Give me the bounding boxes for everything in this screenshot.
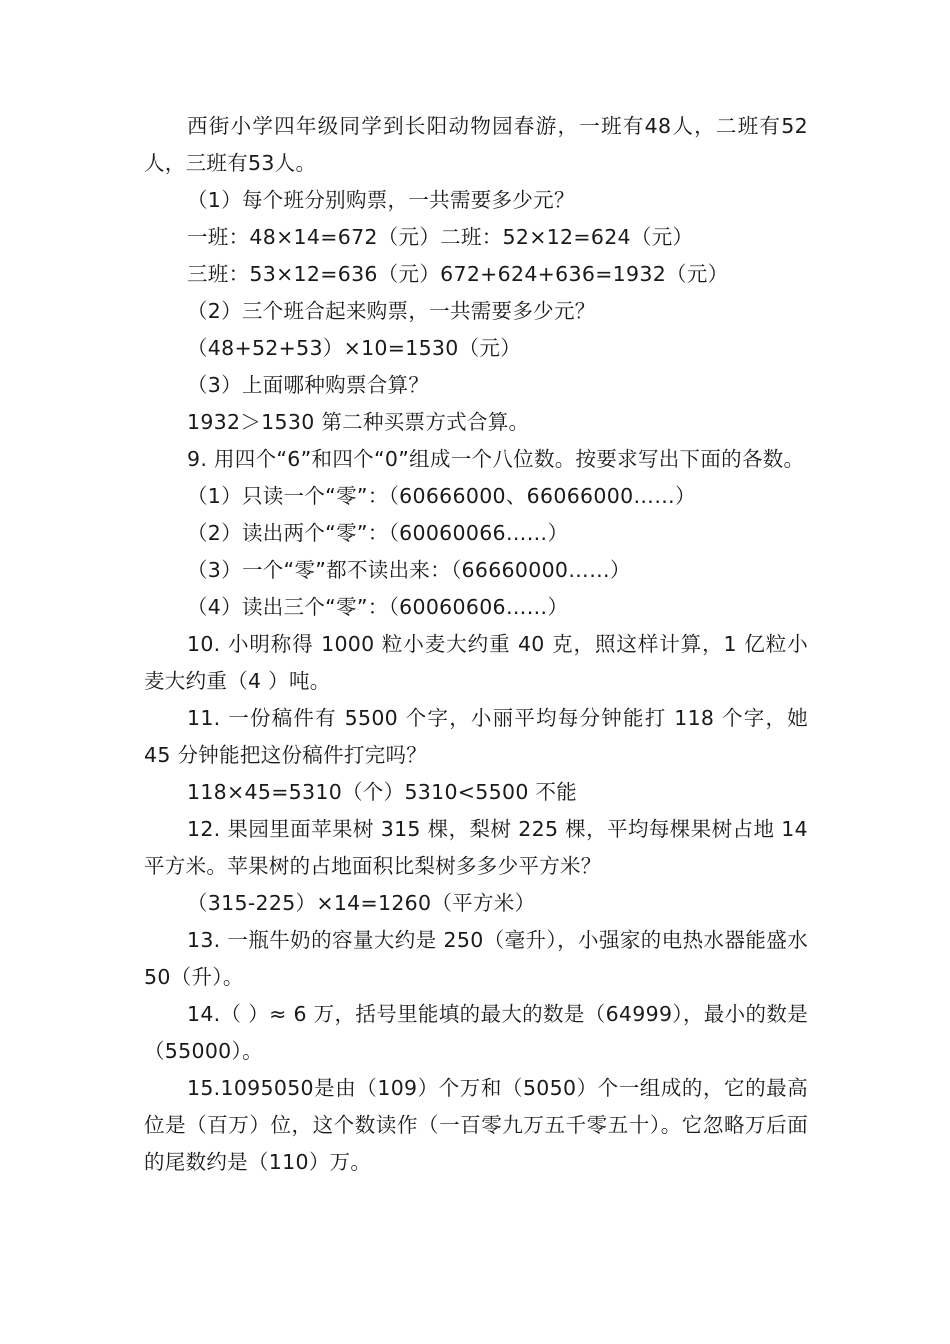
paragraph-q2: （2）三个班合起来购票，一共需要多少元？	[187, 299, 596, 323]
paragraph-q2-answer: （48+52+53）×10=1530（元）	[187, 336, 522, 360]
paragraph-problem-9-2: （2）读出两个“零”：（60060066……）	[187, 521, 569, 545]
paragraph-problem-13: 13. 一瓶牛奶的容量大约是 250（毫升），小强家的电热水器能盛水 50（升）。	[144, 928, 808, 989]
paragraph-problem-9-4: （4）读出三个“零”：（60060606……）	[187, 595, 569, 619]
paragraph-problem-9: 9. 用四个“6”和四个“0”组成一个八位数。按要求写出下面的各数。	[187, 447, 805, 471]
paragraph-problem-10: 10. 小明称得 1000 粒小麦大约重 40 克，照这样计算，1 亿粒小麦大约重（4 ）吨。	[144, 632, 808, 693]
paragraph-intro: 西街小学四年级同学到长阳动物园春游，一班有48人，二班有52人，三班有53人。	[144, 114, 808, 175]
document-body	[144, 108, 808, 1181]
paragraph-problem-12: 12. 果园里面苹果树 315 棵，梨树 225 棵，平均每棵果树占地 14平方米。苹果树的占地面积比梨树多多少平方米？	[144, 817, 808, 878]
paragraph-problem-12-answer: （315-225）×14=1260（平方米）	[187, 891, 536, 915]
paragraph-problem-14: 14.（ ）≈ 6 万，括号里能填的最大的数是（64999），最小的数是（55000）。	[144, 1002, 808, 1063]
paragraph-q1: （1）每个班分别购票，一共需要多少元？	[187, 188, 575, 212]
paragraph-problem-9-3: （3）一个“零”都不读出来：（66660000……）	[187, 558, 631, 582]
paragraph-problem-11: 11. 一份稿件有 5500 个字，小丽平均每分钟能打 118 个字，她45 分钟能把这份稿件打完吗？	[144, 706, 808, 767]
paragraph-problem-15: 15.1095050是由（109）个万和（5050）个一组成的，它的最高位是（百万）位，这个数读作（一百零九万五千零五十）。它忽略万后面的尾数约是（110）万。	[144, 1076, 808, 1174]
paragraph-q3: （3）上面哪种购票合算？	[187, 373, 430, 397]
paragraph-q1-answer-a: 一班：48×14=672（元）二班：52×12=624（元）	[187, 225, 694, 249]
paragraph-problem-9-1: （1）只读一个“零”：（60666000、66066000……）	[187, 484, 696, 508]
paragraph-q3-answer: 1932＞1530 第二种买票方式合算。	[187, 410, 530, 434]
paragraph-problem-11-answer: 118×45=5310（个）5310<5500 不能	[187, 780, 578, 804]
paragraph-q1-answer-b: 三班：53×12=636（元）672+624+636=1932（元）	[187, 262, 729, 286]
